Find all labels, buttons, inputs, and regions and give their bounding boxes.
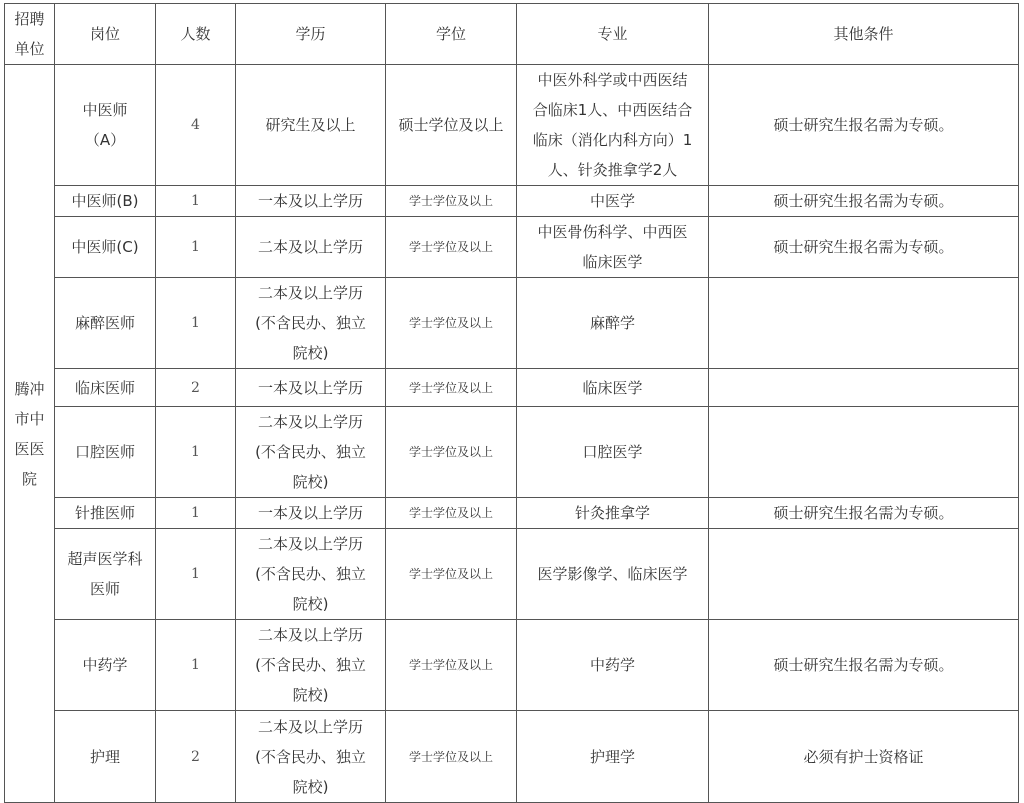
count-cell: 1 xyxy=(156,498,236,529)
table-row xyxy=(5,186,1019,217)
unit-line: 院 xyxy=(21,469,37,488)
education-line: (不含民办、独立 xyxy=(255,443,366,461)
count-cell: 1 xyxy=(156,529,236,620)
unit-line: 市中 xyxy=(14,409,45,428)
header-unit-line1: 招聘 xyxy=(14,10,45,28)
major-cell: 护理学 xyxy=(517,711,709,803)
other-cell: 硕士研究生报名需为专硕。 xyxy=(709,186,1019,217)
education-cell xyxy=(236,711,386,803)
other-cell: 硕士研究生报名需为专硕。 xyxy=(709,498,1019,529)
header-row xyxy=(5,4,1019,65)
count-cell: 1 xyxy=(156,186,236,217)
education-cell xyxy=(236,529,386,620)
degree-cell: 硕士学位及以上 xyxy=(386,65,517,186)
header-unit-line2: 单位 xyxy=(14,40,45,58)
education-line: 二本及以上学历 xyxy=(257,717,363,736)
education-cell xyxy=(236,407,386,498)
major-line: 人、针灸推拿学2人 xyxy=(547,161,678,179)
table-row xyxy=(5,529,1019,620)
position-cell: 针推医师 xyxy=(55,498,156,529)
position-cell: 临床医师 xyxy=(55,369,156,407)
position-cell: 麻醉医师 xyxy=(55,278,156,369)
degree-cell: 学士学位及以上 xyxy=(386,217,517,278)
major-cell: 医学影像学、临床医学 xyxy=(517,529,709,620)
position-cell: 口腔医师 xyxy=(55,407,156,498)
count-cell: 1 xyxy=(156,217,236,278)
other-cell: 硕士研究生报名需为专硕。 xyxy=(709,65,1019,186)
education-line: (不含民办、独立 xyxy=(255,565,366,583)
header-education: 学历 xyxy=(236,4,386,65)
education-line: (不含民办、独立 xyxy=(255,314,366,332)
major-line: 临床（消化内科方向）1 xyxy=(532,131,693,149)
unit-line: 医医 xyxy=(14,439,45,458)
education-line: 院校) xyxy=(292,473,329,491)
header-degree: 学位 xyxy=(386,4,517,65)
education-cell xyxy=(236,620,386,711)
degree-cell: 学士学位及以上 xyxy=(386,620,517,711)
major-cell: 麻醉学 xyxy=(517,278,709,369)
degree-cell: 学士学位及以上 xyxy=(386,407,517,498)
position-cell xyxy=(55,529,156,620)
degree-cell: 学士学位及以上 xyxy=(386,278,517,369)
education-cell: 二本及以上学历 xyxy=(236,217,386,278)
education-cell: 一本及以上学历 xyxy=(236,498,386,529)
position-cell: 中医师(B) xyxy=(55,186,156,217)
table-row xyxy=(5,498,1019,529)
education-line: 院校) xyxy=(292,595,329,613)
header-unit xyxy=(5,4,55,65)
table-row xyxy=(5,217,1019,278)
position-line: 医师 xyxy=(89,580,120,598)
education-line: 院校) xyxy=(292,344,329,362)
degree-cell: 学士学位及以上 xyxy=(386,186,517,217)
education-cell: 一本及以上学历 xyxy=(236,369,386,407)
count-cell: 4 xyxy=(156,65,236,186)
major-line: 临床医学 xyxy=(582,253,643,271)
table-row xyxy=(5,65,1019,186)
table-row xyxy=(5,711,1019,803)
position-cell: 护理 xyxy=(55,711,156,803)
position-line: 中医师 xyxy=(82,101,128,119)
other-cell xyxy=(709,278,1019,369)
header-count: 人数 xyxy=(156,4,236,65)
education-cell xyxy=(236,278,386,369)
other-cell: 硕士研究生报名需为专硕。 xyxy=(709,620,1019,711)
count-cell: 1 xyxy=(156,278,236,369)
position-cell: 中医师(C) xyxy=(55,217,156,278)
other-cell: 必须有护士资格证 xyxy=(709,711,1019,803)
major-cell: 中医学 xyxy=(517,186,709,217)
position-cell xyxy=(55,65,156,186)
other-cell: 硕士研究生报名需为专硕。 xyxy=(709,217,1019,278)
major-cell: 中药学 xyxy=(517,620,709,711)
education-line: (不含民办、独立 xyxy=(255,747,366,766)
position-cell: 中药学 xyxy=(55,620,156,711)
education-line: 二本及以上学历 xyxy=(257,284,363,302)
header-position: 岗位 xyxy=(55,4,156,65)
header-major: 专业 xyxy=(517,4,709,65)
degree-cell: 学士学位及以上 xyxy=(386,711,517,803)
major-cell: 口腔医学 xyxy=(517,407,709,498)
education-line: 二本及以上学历 xyxy=(257,626,363,644)
degree-cell: 学士学位及以上 xyxy=(386,498,517,529)
other-cell xyxy=(709,369,1019,407)
education-line: 院校) xyxy=(292,777,329,796)
table-row xyxy=(5,407,1019,498)
education-cell: 研究生及以上 xyxy=(236,65,386,186)
unit-line: 腾冲 xyxy=(14,379,45,398)
table-row xyxy=(5,620,1019,711)
education-line: 二本及以上学历 xyxy=(257,535,363,553)
major-cell xyxy=(517,217,709,278)
major-cell: 针灸推拿学 xyxy=(517,498,709,529)
table-row xyxy=(5,369,1019,407)
education-cell: 一本及以上学历 xyxy=(236,186,386,217)
position-line: 超声医学科 xyxy=(67,550,143,568)
education-line: 二本及以上学历 xyxy=(257,413,363,431)
major-line: 合临床1人、中西医结合 xyxy=(532,101,693,119)
education-line: (不含民办、独立 xyxy=(255,656,366,674)
header-other: 其他条件 xyxy=(709,4,1019,65)
count-cell: 1 xyxy=(156,407,236,498)
table-row xyxy=(5,278,1019,369)
count-cell: 2 xyxy=(156,369,236,407)
degree-cell: 学士学位及以上 xyxy=(386,529,517,620)
recruitment-table xyxy=(4,3,1019,803)
major-line: 中医外科学或中西医结 xyxy=(537,71,688,89)
major-cell xyxy=(517,65,709,186)
other-cell xyxy=(709,407,1019,498)
count-cell: 2 xyxy=(156,711,236,803)
other-cell xyxy=(709,529,1019,620)
education-line: 院校) xyxy=(292,686,329,704)
count-cell: 1 xyxy=(156,620,236,711)
major-cell: 临床医学 xyxy=(517,369,709,407)
major-line: 中医骨伤科学、中西医 xyxy=(537,223,688,241)
position-line: （A） xyxy=(84,131,126,149)
degree-cell: 学士学位及以上 xyxy=(386,369,517,407)
unit-cell xyxy=(5,65,55,803)
